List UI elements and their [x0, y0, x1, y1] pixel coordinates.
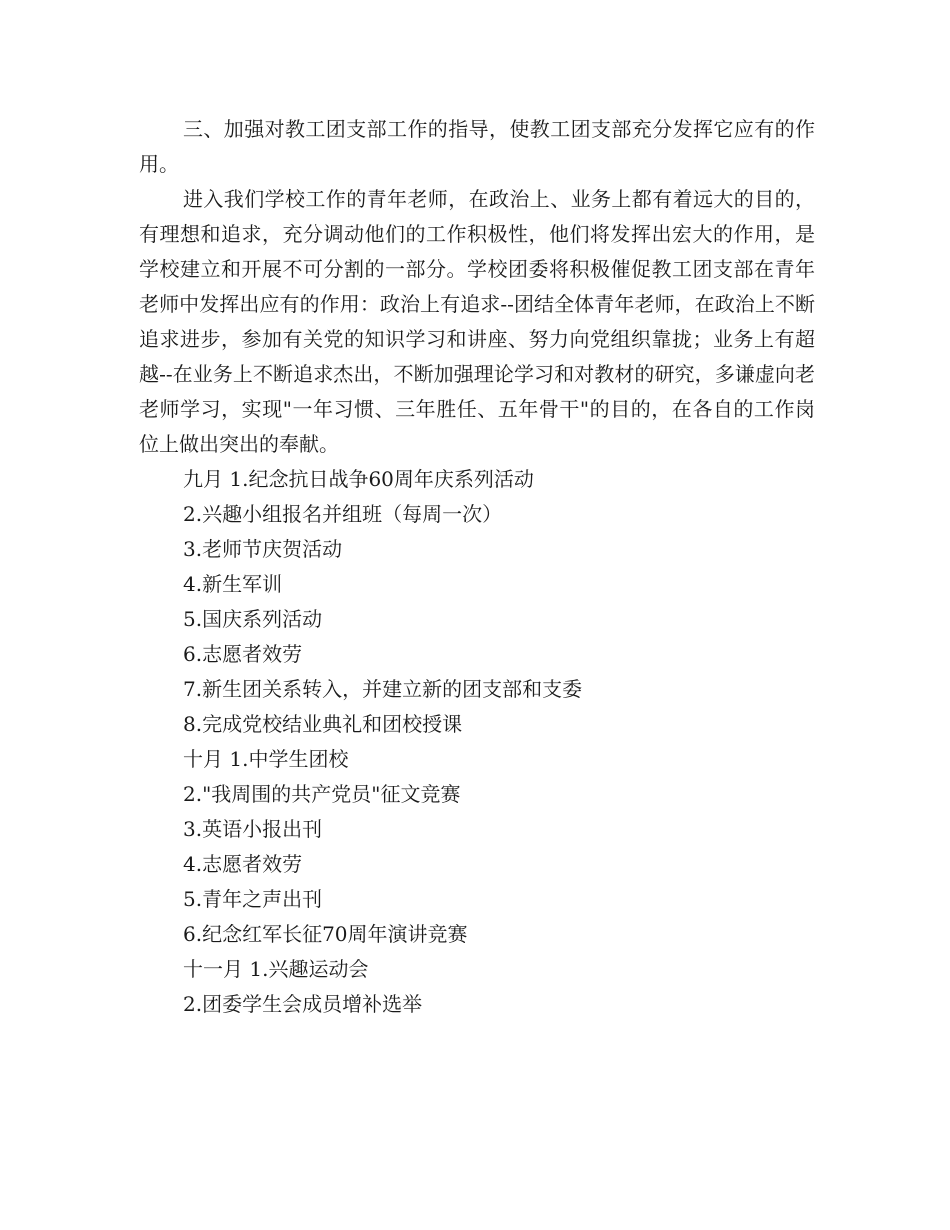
document-body	[139, 112, 815, 1022]
paragraph-guidance: 三、加强对教工团支部工作的指导，使教工团支部充分发挥它应有的作用。	[139, 117, 815, 176]
list-item: 5.青年之声出刊	[183, 887, 323, 911]
list-item: 4.志愿者效劳	[183, 852, 303, 876]
list-item: 5.国庆系列活动	[183, 607, 323, 631]
list-item: 7.新生团关系转入，并建立新的团支部和支委	[183, 677, 583, 701]
list-item: 2.团委学生会成员增补选举	[183, 992, 423, 1016]
paragraph-young-teachers: 进入我们学校工作的青年老师，在政治上、业务上都有着远大的目的，有理想和追求，充分调动他们的工作积极性，他们将发挥出宏大的作用，是学校建立和开展不可分割的一部分。学校团委将积极催促教工团支部在青年老师中发挥出应有的作用：政治上有追求--团结全体青年老师，在政治上不断追求进步，参加有关党的知识学习和讲座、努力向党组织靠拢；业务上有超越--在业务上不断追求杰出，不断加强理论学习和对教材的研究，多谦虚向老老师学习，实现"一年习惯、三年胜任、五年骨干"的目的，在各自的工作岗位上做出突出的奉献。	[139, 187, 815, 456]
list-item: 2.兴趣小组报名并组班（每周一次）	[183, 502, 503, 526]
list-item: 8.完成党校结业典礼和团校授课	[183, 712, 463, 736]
list-item: 十一月 1.兴趣运动会	[183, 957, 369, 981]
list-item: 4.新生军训	[183, 572, 283, 596]
schedule-list	[139, 462, 815, 1022]
list-item: 6.纪念红军长征70周年演讲竞赛	[183, 922, 468, 946]
list-item: 2."我周围的共产党员"征文竞赛	[183, 782, 461, 806]
list-item: 3.老师节庆贺活动	[183, 537, 343, 561]
list-item: 九月 1.纪念抗日战争60周年庆系列活动	[183, 467, 534, 491]
list-item: 3.英语小报出刊	[183, 817, 323, 841]
list-item: 十月 1.中学生团校	[183, 747, 349, 771]
list-item: 6.志愿者效劳	[183, 642, 303, 666]
